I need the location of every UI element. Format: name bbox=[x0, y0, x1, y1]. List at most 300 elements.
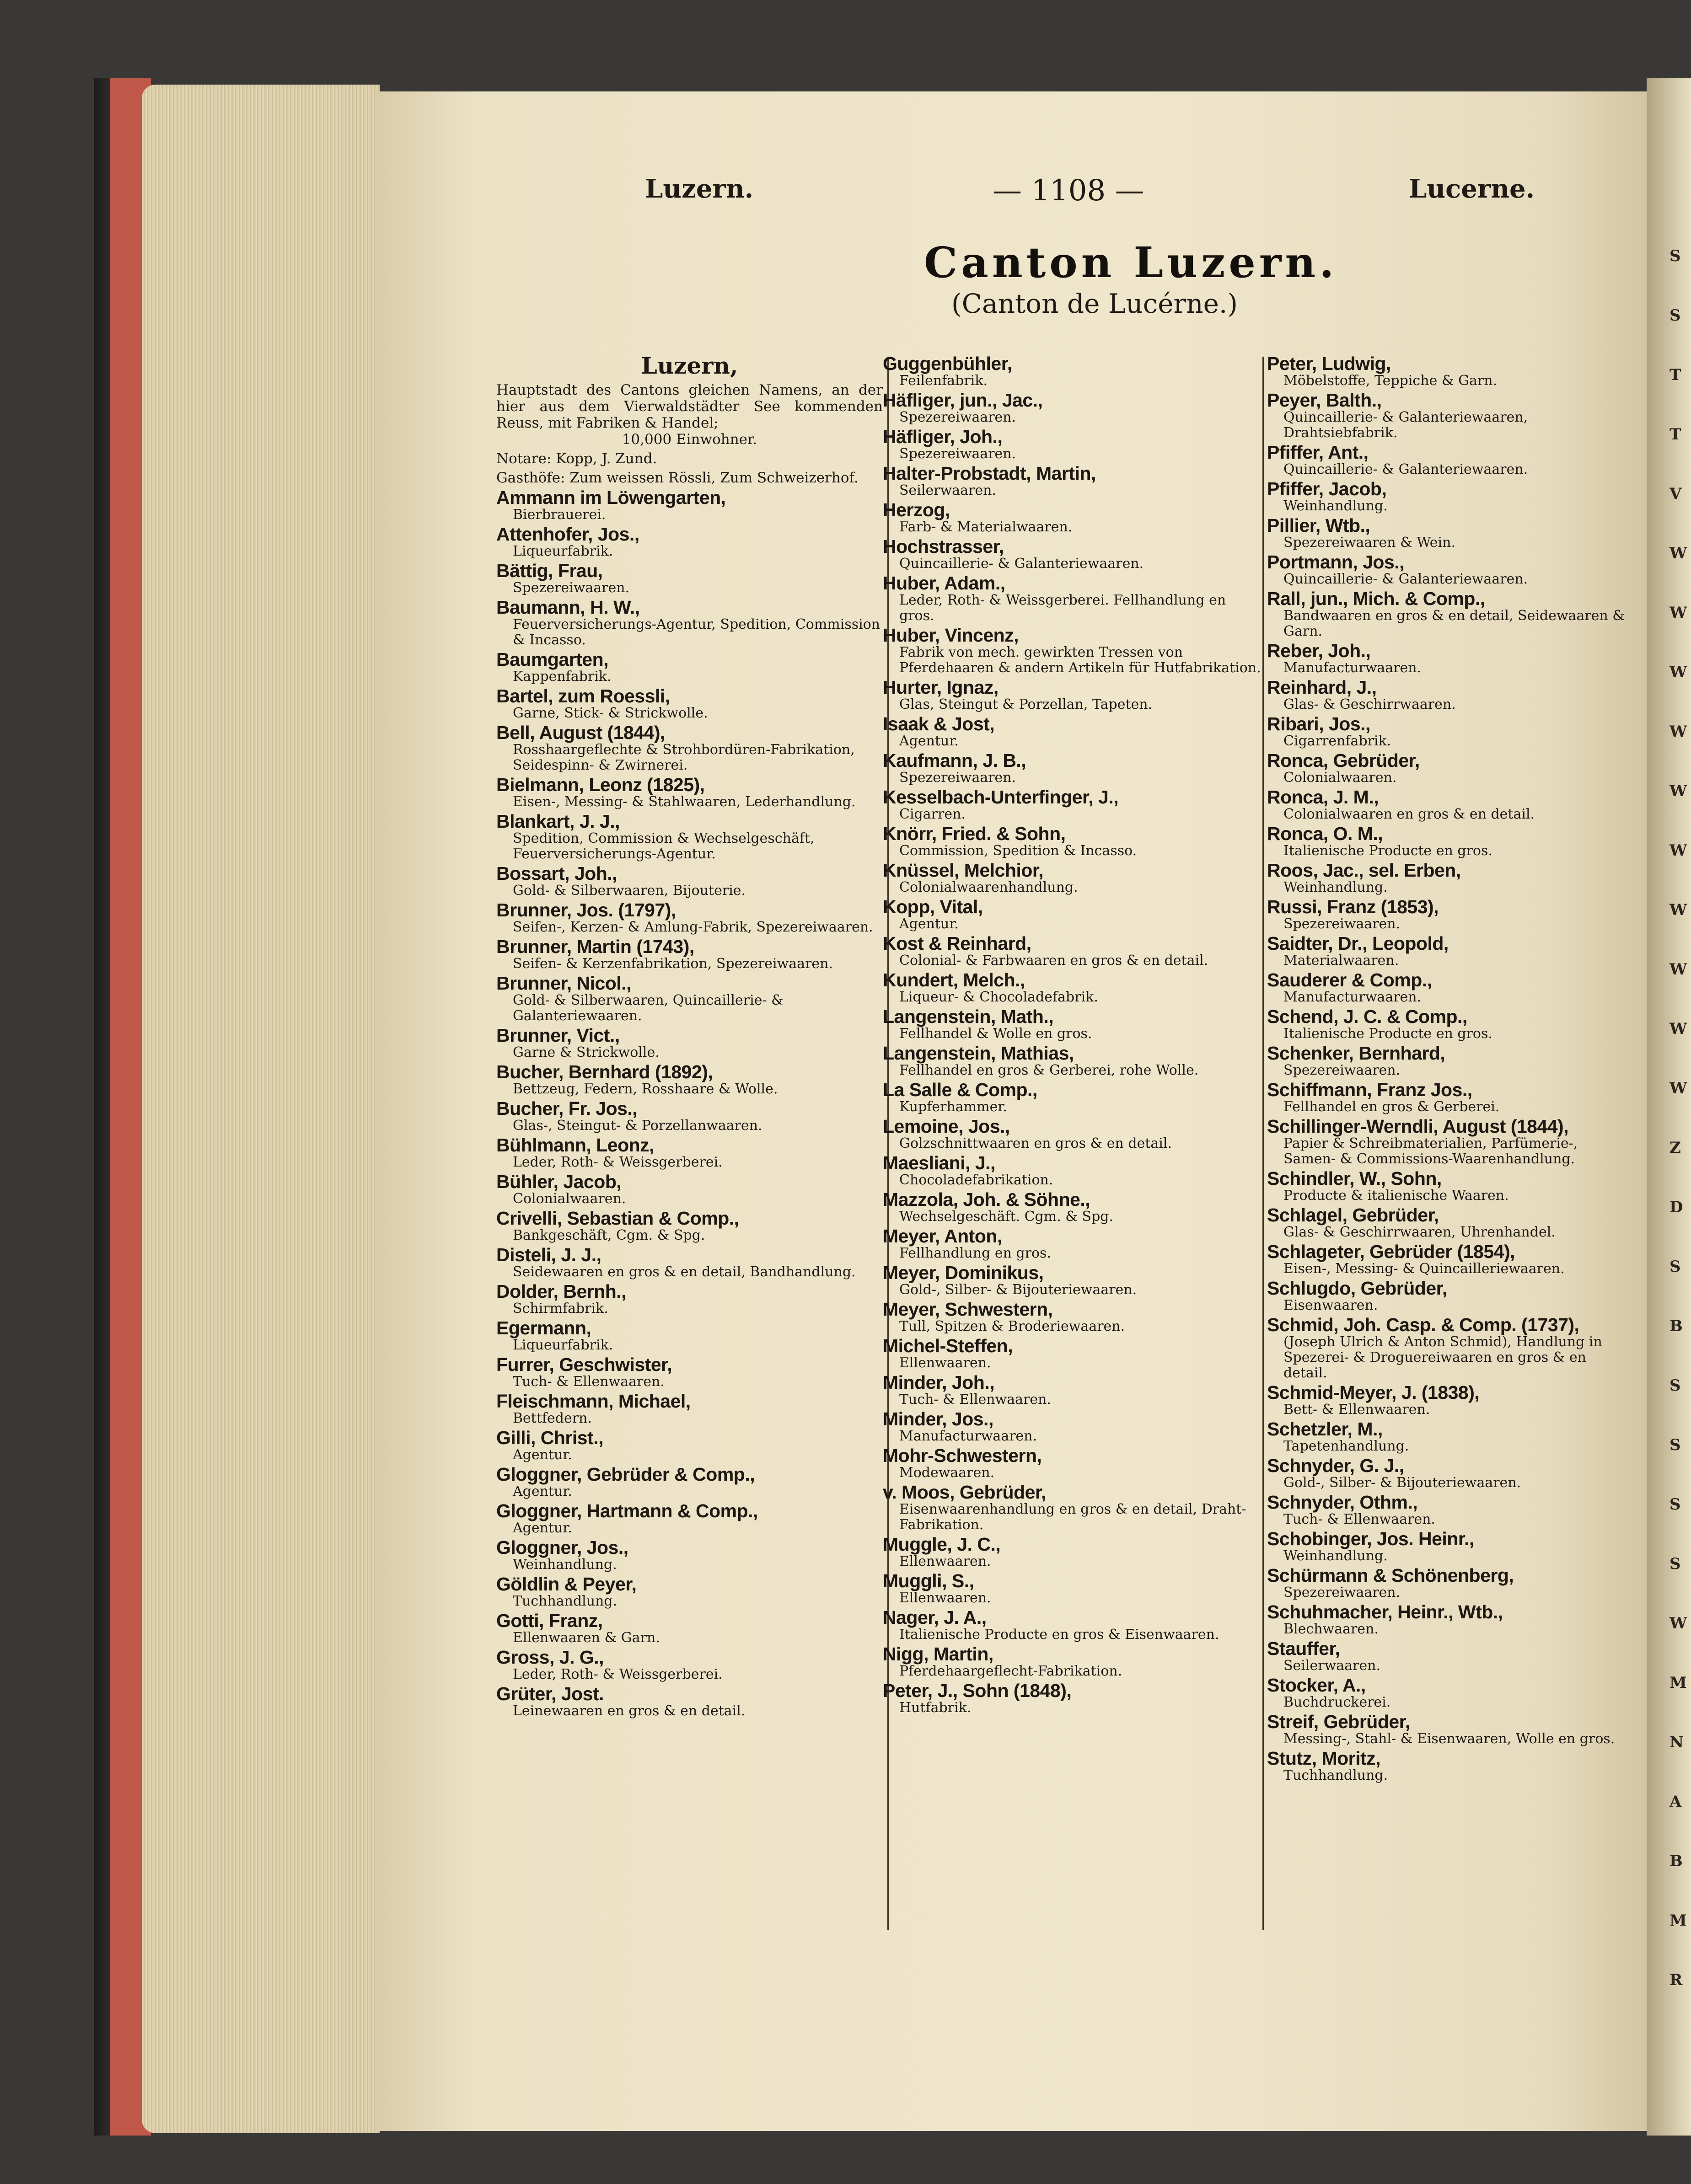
entry-description: Quincaillerie- & Galanteriewaaren. bbox=[1283, 461, 1528, 477]
entry-name: Schmid, Joh. Casp. & Comp. (1737), bbox=[1267, 1314, 1579, 1335]
entry-description: Quincaillerie- & Galanteriewaaren, Drahtsiebfabrik. bbox=[1283, 409, 1528, 441]
entry-name: Maesliani, J., bbox=[883, 1152, 995, 1173]
column-rule bbox=[1262, 357, 1264, 1930]
entry-list bbox=[883, 354, 1262, 1716]
entry-description: Spezereiwaaren & Wein. bbox=[1283, 535, 1455, 551]
entry-name: Pillier, Wtb., bbox=[1267, 515, 1370, 536]
directory-entry bbox=[883, 1007, 1262, 1042]
entry-name: Pfiffer, Jacob, bbox=[1267, 478, 1387, 499]
entry-name: Bartel, zum Roessli, bbox=[496, 685, 670, 707]
entry-name: Meyer, Schwestern, bbox=[883, 1299, 1053, 1320]
entry-name: Langenstein, Mathias, bbox=[883, 1043, 1074, 1064]
directory-entry bbox=[883, 897, 1262, 932]
entry-name: Egermann, bbox=[496, 1317, 591, 1338]
entry-list bbox=[1267, 354, 1633, 1783]
entry-description: Quincaillerie- & Galanteriewaaren. bbox=[1283, 571, 1528, 587]
entry-description: Leder, Roth- & Weissgerberei. bbox=[513, 1154, 723, 1170]
facing-page-letter: B bbox=[1670, 1852, 1683, 1870]
entry-description: Bettfedern. bbox=[513, 1410, 592, 1426]
entry-description: Italienische Producte en gros. bbox=[1283, 1026, 1492, 1042]
entry-description: Weinhandlung. bbox=[1283, 879, 1388, 895]
directory-entry bbox=[883, 1226, 1262, 1261]
directory-entry bbox=[1267, 516, 1633, 551]
facing-page-letter: W bbox=[1670, 901, 1687, 919]
entry-description: Eisenwaaren. bbox=[1283, 1297, 1378, 1313]
entry-description: Schirmfabrik. bbox=[513, 1301, 608, 1317]
directory-entry bbox=[496, 488, 883, 523]
directory-entry bbox=[883, 861, 1262, 895]
facing-page-letter: W bbox=[1670, 604, 1687, 622]
entry-description: Glas- & Geschirrwaaren. bbox=[1283, 696, 1456, 712]
directory-entry bbox=[496, 1538, 883, 1573]
directory-entry bbox=[1267, 678, 1633, 712]
directory-entry bbox=[883, 1571, 1262, 1606]
entry-name: Hochstrasser, bbox=[883, 536, 1004, 557]
directory-entry bbox=[883, 1263, 1262, 1298]
facing-page-letter: S bbox=[1670, 1258, 1681, 1276]
entry-name: Gross, J. G., bbox=[496, 1647, 604, 1668]
directory-entry bbox=[496, 561, 883, 596]
entry-description: Leder, Roth- & Weissgerberei. Fellhandlung en gros. bbox=[899, 592, 1226, 624]
entry-name: Huber, Adam., bbox=[883, 573, 1005, 594]
directory-entry bbox=[883, 1336, 1262, 1371]
entry-description: Seifen- & Kerzenfabrikation, Spezereiwaaren. bbox=[513, 956, 833, 972]
entry-name: Gloggner, Jos., bbox=[496, 1537, 628, 1558]
entry-description: Liqueurfabrik. bbox=[513, 1337, 613, 1353]
entry-name: Schnyder, G. J., bbox=[1267, 1455, 1404, 1476]
entry-description: Ellenwaaren. bbox=[899, 1590, 991, 1606]
entry-description: Feuerversicherungs-Agentur, Spedition, Commission & Incasso. bbox=[513, 616, 880, 648]
entry-name: Schiffmann, Franz Jos., bbox=[1267, 1079, 1472, 1100]
entry-name: Streif, Gebrüder, bbox=[1267, 1711, 1410, 1732]
entry-name: Kesselbach-Unterfinger, J., bbox=[883, 787, 1119, 808]
entry-description: Seilerwaaren. bbox=[899, 482, 996, 498]
entry-description: Pferdehaargeflecht-Fabrikation. bbox=[899, 1663, 1122, 1679]
directory-entry bbox=[1267, 1007, 1633, 1042]
entry-name: Stutz, Moritz, bbox=[1267, 1748, 1381, 1769]
entry-name: Göldlin & Peyer, bbox=[496, 1574, 637, 1595]
facing-page-letter: T bbox=[1670, 366, 1681, 384]
entry-name: Muggle, J. C., bbox=[883, 1534, 1001, 1555]
entry-name: Baumgarten, bbox=[496, 649, 609, 670]
facing-page-letter: N bbox=[1670, 1733, 1684, 1751]
entry-name: Häfliger, Joh., bbox=[883, 426, 1003, 447]
facing-page-letter: S bbox=[1670, 306, 1681, 325]
entry-name: Disteli, J. J., bbox=[496, 1244, 601, 1265]
directory-entry bbox=[1267, 1205, 1633, 1240]
entry-description: Spezereiwaaren. bbox=[513, 580, 630, 596]
directory-entry bbox=[883, 1644, 1262, 1679]
directory-entry bbox=[496, 1026, 883, 1060]
entry-name: Brunner, Nicol., bbox=[496, 973, 631, 994]
entry-name: Peter, Ludwig, bbox=[1267, 353, 1391, 374]
entry-name: Minder, Jos., bbox=[883, 1408, 993, 1429]
facing-page-letter: M bbox=[1670, 1911, 1687, 1930]
directory-entry bbox=[883, 678, 1262, 712]
directory-entry bbox=[1267, 1712, 1633, 1747]
facing-page-letter: W bbox=[1670, 841, 1687, 860]
directory-entry bbox=[883, 391, 1262, 425]
entry-description: Fellhandel en gros & Gerberei, rohe Wolle. bbox=[899, 1062, 1199, 1078]
entry-name: Schillinger-Werndli, August (1844), bbox=[1267, 1116, 1569, 1137]
directory-entry bbox=[1267, 897, 1633, 932]
directory-entry bbox=[496, 937, 883, 972]
entry-name: Crivelli, Sebastian & Comp., bbox=[496, 1208, 739, 1229]
entry-description: Weinhandlung. bbox=[1283, 498, 1388, 514]
entry-name: La Salle & Comp., bbox=[883, 1079, 1037, 1100]
entry-description: Eisen-, Messing- & Quincailleriewaaren. bbox=[1283, 1261, 1565, 1277]
directory-entry bbox=[883, 1117, 1262, 1151]
directory-entry bbox=[1267, 970, 1633, 1005]
entry-name: Schürmann & Schönenberg, bbox=[1267, 1565, 1514, 1586]
entry-description: Weinhandlung. bbox=[1283, 1548, 1388, 1564]
entry-name: Isaak & Jost, bbox=[883, 713, 995, 734]
entry-description: Tapetenhandlung. bbox=[1283, 1438, 1409, 1454]
entry-description: Liqueur- & Chocoladefabrik. bbox=[899, 989, 1098, 1005]
entry-name: Bucher, Fr. Jos., bbox=[496, 1098, 638, 1119]
entry-description: Gold- & Silberwaaren, Bijouterie. bbox=[513, 883, 746, 899]
directory-entry bbox=[883, 354, 1262, 389]
directory-entry bbox=[496, 1428, 883, 1463]
directory-entry bbox=[1267, 1675, 1633, 1710]
entry-name: Kundert, Melch., bbox=[883, 969, 1025, 990]
directory-entry bbox=[1267, 787, 1633, 822]
entry-description: Fabrik von mech. gewirkten Tressen von Pferdehaaren & andern Artikeln für Hutfabrikation. bbox=[899, 644, 1261, 676]
directory-entry bbox=[496, 525, 883, 559]
entry-description: Seifen-, Kerzen- & Amlung-Fabrik, Spezereiwaaren. bbox=[513, 919, 873, 935]
entry-name: Pfiffer, Ant., bbox=[1267, 442, 1369, 463]
entry-description: Feilenfabrik. bbox=[899, 373, 988, 389]
entry-name: Reber, Joh., bbox=[1267, 640, 1371, 661]
directory-entry bbox=[883, 537, 1262, 572]
facing-page-letter: R bbox=[1670, 1971, 1683, 1989]
entry-name: Schenker, Bernhard, bbox=[1267, 1043, 1445, 1064]
directory-entry bbox=[1267, 861, 1633, 895]
entry-description: Hutfabrik. bbox=[899, 1700, 972, 1716]
entry-description: Cigarren. bbox=[899, 806, 966, 822]
entry-description: Colonialwaaren. bbox=[1283, 770, 1397, 786]
entry-name: Herzog, bbox=[883, 499, 950, 520]
entry-name: Nager, J. A., bbox=[883, 1607, 987, 1628]
entry-description: Tuch- & Ellenwaaren. bbox=[513, 1374, 665, 1390]
directory-entry bbox=[1267, 1566, 1633, 1601]
entry-name: Rall, jun., Mich. & Comp., bbox=[1267, 588, 1485, 609]
entry-name: Hurter, Ignaz, bbox=[883, 677, 998, 698]
directory-entry bbox=[496, 900, 883, 935]
facing-page-letter: W bbox=[1670, 782, 1687, 800]
directory-entry bbox=[883, 1608, 1262, 1643]
entry-name: Reinhard, J., bbox=[1267, 677, 1377, 698]
directory-entry bbox=[883, 714, 1262, 749]
entry-name: Michel-Steffen, bbox=[883, 1335, 1013, 1356]
directory-entry bbox=[496, 1062, 883, 1097]
directory-entry bbox=[496, 1318, 883, 1353]
entry-name: Stocker, A., bbox=[1267, 1675, 1366, 1696]
entry-description: Materialwaaren. bbox=[1283, 953, 1399, 969]
directory-entry bbox=[1267, 1602, 1633, 1637]
entry-description: Seilerwaaren. bbox=[1283, 1658, 1380, 1674]
entry-name: Huber, Vincenz, bbox=[883, 625, 1019, 646]
entry-description: Möbelstoffe, Teppiche & Garn. bbox=[1283, 373, 1498, 389]
entry-name: Schindler, W., Sohn, bbox=[1267, 1168, 1442, 1189]
facing-page-letter: W bbox=[1670, 1614, 1687, 1633]
entry-description: Spedition, Commission & Wechselgeschäft, Feuerversicherungs-Agentur. bbox=[513, 830, 815, 862]
entry-description: Buchdruckerei. bbox=[1283, 1694, 1391, 1710]
directory-entry bbox=[883, 500, 1262, 535]
entry-name: Attenhofer, Jos., bbox=[496, 524, 639, 545]
entry-description: Bandwaaren en gros & en detail, Seidewaaren & Garn. bbox=[1283, 608, 1625, 639]
entry-list bbox=[496, 488, 883, 1719]
directory-column-1 bbox=[496, 352, 883, 1719]
entry-description: Gold-, Silber- & Bijouteriewaaren. bbox=[899, 1282, 1137, 1298]
canton-subtitle: (Canton de Lucérne.) bbox=[951, 288, 1238, 319]
facing-page-letter: M bbox=[1670, 1674, 1687, 1692]
entry-description: Papier & Schreibmaterialien, Parfümerie-, Samen- & Commissions-Waarenhandlung. bbox=[1283, 1135, 1578, 1167]
entry-name: Gloggner, Gebrüder & Comp., bbox=[496, 1464, 755, 1485]
notary-list: Notare: Kopp, J. Zund. bbox=[496, 450, 657, 467]
entry-name: Schnyder, Othm., bbox=[1267, 1492, 1418, 1513]
entry-description: Fellhandel en gros & Gerberei. bbox=[1283, 1099, 1500, 1115]
facing-page-letter: S bbox=[1670, 1436, 1681, 1454]
directory-entry bbox=[496, 775, 883, 810]
entry-name: Gilli, Christ., bbox=[496, 1427, 603, 1448]
directory-entry bbox=[496, 1392, 883, 1426]
hotel-list: Gasthöfe: Zum weissen Rössli, Zum Schweizerhof. bbox=[496, 470, 859, 486]
entry-name: Bucher, Bernhard (1892), bbox=[496, 1061, 713, 1082]
entry-name: Peyer, Balth., bbox=[1267, 390, 1382, 411]
directory-column-2 bbox=[883, 352, 1262, 1716]
entry-description: Italienische Producte en gros & Eisenwaaren. bbox=[899, 1627, 1219, 1643]
page-stack-edges bbox=[142, 85, 380, 2133]
entry-description: Farb- & Materialwaaren. bbox=[899, 519, 1073, 535]
directory-entry bbox=[883, 1153, 1262, 1188]
directory-entry bbox=[883, 427, 1262, 462]
facing-page-letter: W bbox=[1670, 1079, 1687, 1097]
entry-description: Spezereiwaaren. bbox=[899, 446, 1016, 462]
entry-name: Mazzola, Joh. & Söhne., bbox=[883, 1189, 1090, 1210]
entry-name: Lemoine, Jos., bbox=[883, 1116, 1010, 1137]
running-header-left: Luzern. bbox=[645, 174, 754, 204]
entry-description: Kupferhammer. bbox=[899, 1099, 1007, 1115]
directory-entry bbox=[1267, 1044, 1633, 1078]
entry-description: Glas, Steingut & Porzellan, Tapeten. bbox=[899, 696, 1153, 712]
directory-entry bbox=[883, 787, 1262, 822]
entry-name: Furrer, Geschwister, bbox=[496, 1354, 672, 1375]
facing-page-letter: W bbox=[1670, 544, 1687, 562]
directory-entry bbox=[1267, 1419, 1633, 1454]
entry-name: Bühler, Jacob, bbox=[496, 1171, 622, 1192]
entry-name: Schmid-Meyer, J. (1838), bbox=[1267, 1382, 1480, 1403]
entry-name: Knüssel, Melchior, bbox=[883, 860, 1043, 881]
directory-entry bbox=[1267, 934, 1633, 969]
entry-description: Fellhandel & Wolle en gros. bbox=[899, 1026, 1092, 1042]
directory-entry bbox=[883, 626, 1262, 676]
directory-entry bbox=[1267, 1749, 1633, 1783]
entry-description: Manufacturwaaren. bbox=[1283, 660, 1422, 676]
directory-entry bbox=[1267, 1117, 1633, 1167]
entry-name: Bühlmann, Leonz, bbox=[496, 1135, 655, 1156]
entry-description: Agentur. bbox=[513, 1520, 572, 1536]
directory-entry bbox=[496, 1465, 883, 1499]
entry-name: Brunner, Vict., bbox=[496, 1025, 620, 1046]
directory-entry bbox=[496, 1355, 883, 1390]
directory-entry bbox=[496, 1611, 883, 1646]
entry-description: (Joseph Ulrich & Anton Schmid), Handlung in Spezerei- & Droguereiwaaren en gros & en detail. bbox=[1283, 1334, 1602, 1381]
entry-name: Schlageter, Gebrüder (1854), bbox=[1267, 1241, 1515, 1262]
entry-description: Spezereiwaaren. bbox=[899, 770, 1016, 786]
entry-name: Portmann, Jos., bbox=[1267, 551, 1405, 573]
entry-description: Colonialwaarenhandlung. bbox=[899, 879, 1078, 895]
entry-description: Fellhandlung en gros. bbox=[899, 1245, 1051, 1261]
entry-description: Leinewaaren en gros & en detail. bbox=[513, 1703, 746, 1719]
entry-description: Gold- & Silberwaaren, Quincaillerie- & Galanteriewaaren. bbox=[513, 992, 784, 1024]
directory-entry bbox=[1267, 1169, 1633, 1204]
directory-entry bbox=[1267, 552, 1633, 587]
entry-name: Nigg, Martin, bbox=[883, 1643, 993, 1665]
directory-entry bbox=[1267, 641, 1633, 676]
entry-description: Colonialwaaren. bbox=[513, 1191, 626, 1207]
facing-page-letter: W bbox=[1670, 1020, 1687, 1038]
directory-entry bbox=[496, 686, 883, 721]
entry-description: Garne, Stick- & Strickwolle. bbox=[513, 705, 708, 721]
entry-description: Blechwaaren. bbox=[1283, 1621, 1379, 1637]
entry-name: Dolder, Bernh., bbox=[496, 1281, 627, 1302]
entry-description: Tuchhandlung. bbox=[513, 1593, 617, 1609]
directory-entry bbox=[1267, 443, 1633, 477]
entry-name: Ribari, Jos., bbox=[1267, 713, 1370, 734]
directory-entry bbox=[496, 650, 883, 685]
directory-entry bbox=[883, 1044, 1262, 1078]
entry-name: Muggli, S., bbox=[883, 1570, 974, 1591]
entry-name: Roos, Jac., sel. Erben, bbox=[1267, 860, 1461, 881]
directory-entry bbox=[1267, 391, 1633, 441]
entry-name: Blankart, J. J., bbox=[496, 811, 620, 832]
entry-description: Quincaillerie- & Galanteriewaaren. bbox=[899, 556, 1144, 572]
entry-description: Agentur. bbox=[899, 916, 959, 932]
facing-page-letter: S bbox=[1670, 1495, 1681, 1514]
entry-description: Spezereiwaaren. bbox=[1283, 916, 1401, 932]
directory-entry bbox=[1267, 1279, 1633, 1313]
directory-entry bbox=[496, 1501, 883, 1536]
directory-entry bbox=[883, 464, 1262, 498]
directory-entry bbox=[496, 1099, 883, 1134]
directory-entry bbox=[1267, 1315, 1633, 1381]
entry-description: Golzschnittwaaren en gros & en detail. bbox=[899, 1135, 1172, 1151]
facing-page-letter: S bbox=[1670, 247, 1681, 265]
facing-page-letter: S bbox=[1670, 1376, 1681, 1395]
entry-name: Ronca, O. M., bbox=[1267, 823, 1383, 844]
directory-entry bbox=[1267, 354, 1633, 389]
entry-name: v. Moos, Gebrüder, bbox=[883, 1482, 1047, 1503]
entry-name: Ammann im Löwengarten, bbox=[496, 487, 726, 508]
directory-entry bbox=[883, 1373, 1262, 1408]
entry-description: Tuch- & Ellenwaaren. bbox=[899, 1392, 1051, 1408]
entry-description: Modewaaren. bbox=[899, 1465, 995, 1481]
directory-entry bbox=[883, 1483, 1262, 1533]
entry-description: Bett- & Ellenwaaren. bbox=[1283, 1402, 1430, 1418]
entry-name: Guggenbühler, bbox=[883, 353, 1012, 374]
facing-page-letter: W bbox=[1670, 663, 1687, 681]
entry-name: Sauderer & Comp., bbox=[1267, 969, 1432, 990]
directory-entry bbox=[496, 723, 883, 773]
facing-page-letter: V bbox=[1670, 485, 1682, 503]
entry-description: Ellenwaaren & Garn. bbox=[513, 1630, 660, 1646]
entry-description: Producte & italienische Waaren. bbox=[1283, 1188, 1509, 1204]
directory-entry bbox=[883, 751, 1262, 786]
entry-description: Glas-, Steingut- & Porzellanwaaren. bbox=[513, 1118, 762, 1134]
entry-description: Cigarrenfabrik. bbox=[1283, 733, 1391, 749]
entry-description: Italienische Producte en gros. bbox=[1283, 843, 1492, 859]
directory-entry bbox=[496, 598, 883, 648]
entry-description: Gold-, Silber- & Bijouteriewaaren. bbox=[1283, 1475, 1521, 1491]
entry-description: Bierbrauerei. bbox=[513, 507, 606, 523]
facing-page-letter: D bbox=[1670, 1198, 1683, 1216]
canton-title: Canton Luzern. bbox=[924, 238, 1338, 287]
running-header-right: Lucerne. bbox=[1409, 174, 1535, 204]
directory-entry bbox=[496, 974, 883, 1024]
entry-name: Schuhmacher, Heinr., Wtb., bbox=[1267, 1601, 1503, 1622]
city-name: Luzern, bbox=[641, 352, 738, 379]
directory-entry bbox=[883, 1409, 1262, 1444]
entry-name: Meyer, Anton, bbox=[883, 1226, 1002, 1247]
entry-description: Colonial- & Farbwaaren en gros & en detail. bbox=[899, 953, 1208, 969]
directory-entry bbox=[1267, 1529, 1633, 1564]
entry-description: Liqueurfabrik. bbox=[513, 543, 613, 559]
entry-description: Ellenwaaren. bbox=[899, 1355, 991, 1371]
city-population: 10,000 Einwohner. bbox=[622, 431, 757, 448]
entry-name: Halter-Probstadt, Martin, bbox=[883, 463, 1096, 484]
entry-name: Ronca, Gebrüder, bbox=[1267, 750, 1420, 771]
directory-entry bbox=[496, 812, 883, 862]
facing-page-strip bbox=[1647, 78, 1691, 2136]
facing-page-letter: B bbox=[1670, 1317, 1683, 1335]
entry-name: Grüter, Jost. bbox=[496, 1683, 604, 1704]
entry-name: Schlagel, Gebrüder, bbox=[1267, 1204, 1439, 1226]
directory-entry bbox=[883, 970, 1262, 1005]
entry-name: Meyer, Dominikus, bbox=[883, 1262, 1044, 1283]
entry-description: Eisenwaarenhandlung en gros & en detail, Draht-Fabrikation. bbox=[899, 1501, 1246, 1533]
directory-entry bbox=[496, 1574, 883, 1609]
entry-description: Ellenwaaren. bbox=[899, 1553, 991, 1569]
entry-name: Kost & Reinhard, bbox=[883, 933, 1031, 954]
entry-description: Garne & Strickwolle. bbox=[513, 1044, 660, 1060]
entry-name: Bielmann, Leonz (1825), bbox=[496, 774, 705, 795]
entry-name: Häfliger, jun., Jac., bbox=[883, 390, 1043, 411]
entry-description: Weinhandlung. bbox=[513, 1557, 617, 1573]
entry-name: Brunner, Jos. (1797), bbox=[496, 899, 676, 921]
entry-description: Eisen-, Messing- & Stahlwaaren, Lederhandlung. bbox=[513, 794, 856, 810]
entry-description: Tuch- & Ellenwaaren. bbox=[1283, 1511, 1435, 1527]
entry-name: Bossart, Joh., bbox=[496, 863, 617, 884]
entry-description: Commission, Spedition & Incasso. bbox=[899, 843, 1137, 859]
facing-page-letter: T bbox=[1670, 425, 1681, 444]
facing-page-letter: Z bbox=[1670, 1139, 1681, 1157]
entry-description: Bettzeug, Federn, Rosshaare & Wolle. bbox=[513, 1081, 778, 1097]
entry-description: Bankgeschäft, Cgm. & Spg. bbox=[513, 1227, 705, 1243]
directory-entry bbox=[883, 1681, 1262, 1716]
entry-name: Kaufmann, J. B., bbox=[883, 750, 1026, 771]
entry-name: Brunner, Martin (1743), bbox=[496, 936, 694, 957]
entry-description: Kappenfabrik. bbox=[513, 669, 612, 685]
city-description: Hauptstadt des Cantons gleichen Namens, an der hier aus dem Vierwaldstädter See kommenden Reuss, mit Fabriken & Handel; bbox=[496, 382, 883, 431]
entry-name: Saidter, Dr., Leopold, bbox=[1267, 933, 1449, 954]
directory-entry bbox=[883, 1535, 1262, 1569]
entry-description: Manufacturwaaren. bbox=[1283, 989, 1422, 1005]
directory-entry bbox=[496, 1172, 883, 1207]
directory-entry bbox=[496, 864, 883, 899]
directory-entry bbox=[496, 1245, 883, 1280]
directory-entry bbox=[1267, 589, 1633, 639]
